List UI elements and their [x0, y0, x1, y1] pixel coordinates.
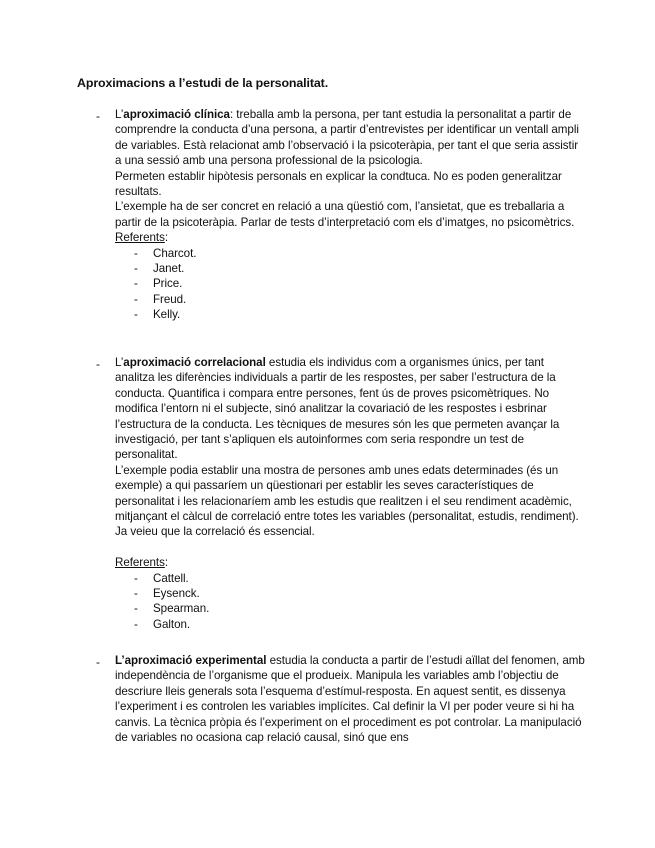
referents-label: Referents [115, 556, 165, 570]
section-clinical [115, 107, 585, 323]
referent-name: Charcot. [153, 246, 197, 260]
list-dash: - [134, 262, 138, 276]
spacer [115, 540, 585, 555]
referents-list [115, 246, 585, 323]
list-dash: - [134, 277, 138, 291]
page-title: Aproximacions a l’estudi de la personalitat. [77, 76, 329, 90]
referent-name: Price. [153, 277, 183, 291]
list-item [115, 246, 585, 261]
intro-prefix: L’ [115, 108, 124, 121]
section-term: aproximació clínica [123, 108, 230, 121]
section-intro [115, 653, 585, 745]
referents-label: Referents [115, 231, 165, 245]
referent-name: Janet. [153, 262, 185, 276]
bullet-dash: - [96, 655, 100, 669]
list-dash: - [134, 587, 138, 601]
list-item [115, 307, 585, 322]
list-item [115, 601, 585, 616]
list-item [115, 292, 585, 307]
paragraph: Permeten establir hipòtesis personals en explicar la condtuca. No es poden generalitzar resultats. [115, 169, 562, 199]
referents-heading [115, 555, 585, 570]
referents-heading [115, 230, 585, 245]
section-correlational [115, 355, 585, 632]
list-dash: - [134, 617, 138, 631]
list-dash: - [134, 246, 138, 260]
section-term: aproximació experimental [124, 654, 267, 667]
intro-text: estudia els individus com a organismes únics, per tant analitza les diferències individuals a partir de les respostes, per saber l’estructura de la conducta. Quantifica i compara entre persones, fent ús de proves psicomètriques. No modifica l’entorn ni el subjecte, sinó analitzar la covariació de les respostes i esbrinar l’estructura de la conducta. Les tècniques de mesures són les que permeten avançar la investigació, per tant s’apliquen els autoinformes com seria respondre un test de personalitat. [115, 356, 560, 462]
paragraph: L’exemple ha de ser concret en relació a una qüestió com, l’ansietat, que es treballaria a partir de la psicoteràpia. Parlar de tests d’interpretació com els d’imatges, no psicomètrics. [115, 200, 575, 229]
intro-text: estudia la conducta a partir de l’estudi aïllat del fenomen, amb independència de l’organisme que el produeix. Manipula les variables amb l’objectiu de descriure lleis generals sota l’esquema d’estímul-resposta. En aquest sentit, es dissenya l’experiment i es controlen les variables implícites. Cal definir la VI per poder veure si hi ha canvis. La tècnica pròpia és l’experiment on el procediment es pot controlar. La manipulació de variables no ocasiona cap relació causal, sinó que ens [115, 654, 585, 745]
bullet-dash: - [96, 109, 100, 123]
list-item [115, 276, 585, 291]
list-dash: - [134, 292, 138, 306]
list-item [115, 571, 585, 586]
list-item [115, 261, 585, 276]
referents-colon: : [164, 231, 168, 245]
referent-name: Freud. [153, 292, 187, 306]
bullet-dash: - [96, 357, 100, 371]
referents-colon: : [164, 556, 168, 570]
section-intro [115, 355, 585, 463]
referent-name: Kelly. [153, 308, 181, 322]
referent-name: Cattell. [153, 571, 189, 585]
list-dash: - [134, 602, 138, 616]
intro-text: : treballa amb la persona, per tant estudia la personalitat a partir de comprendre la conducta d’una persona, a partir d’entrevistes per identificar un ventall ampli de variables. Està relacionat amb l’observació i la psicoteràpia, per tant el que seria assistir a una sessió amb una persona professional de la psicologia. [115, 108, 579, 168]
section-intro [115, 107, 585, 169]
referent-name: Eysenck. [153, 587, 200, 601]
referent-name: Spearman. [153, 602, 210, 616]
referents-list [115, 571, 585, 633]
paragraph: L’exemple podia establir una mostra de persones amb unes edats determinades (és un exemple) a qui passaríem un qüestionari per establir les seves característiques de personalitat i les relacionaríem amb les estudis que realitzen i el seu rendiment acadèmic, mitjançant el càlcul de correlació entre totes les variables (personalitat, estudis, rendiment). Ja veieu que la correlació és essencial. [115, 463, 579, 539]
section-term-prefix: L’ [115, 654, 125, 667]
list-item [115, 586, 585, 601]
section-term: aproximació correlacional [123, 356, 266, 369]
referent-name: Galton. [153, 617, 191, 631]
section-experimental [115, 653, 585, 745]
list-dash: - [134, 571, 138, 585]
list-dash: - [134, 308, 138, 322]
list-item [115, 617, 585, 632]
intro-prefix: L’ [115, 356, 124, 369]
